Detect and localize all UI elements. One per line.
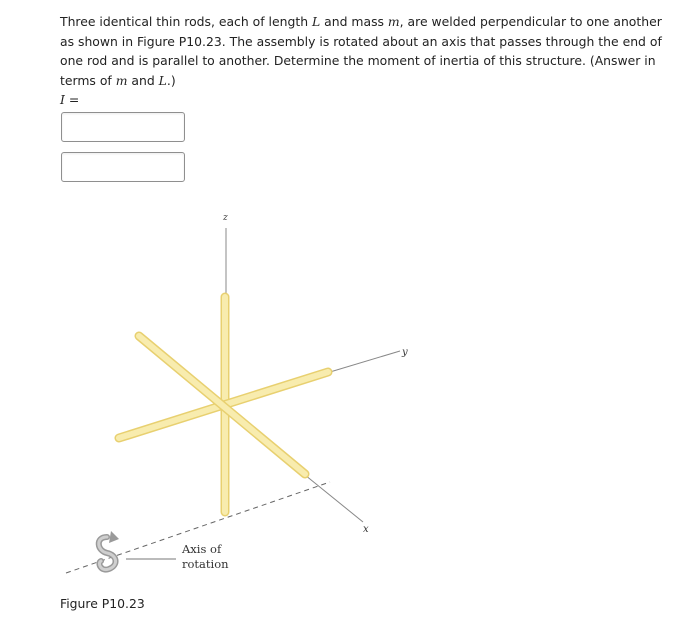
rods [119,297,328,512]
axis-label-y: y [402,347,408,358]
rotation-label-line1: Axis of [182,542,222,556]
axis-label-x: x [363,524,369,535]
figure-caption: Figure P10.23 [60,596,145,611]
rotation-label-line2: rotation [182,557,229,571]
y-axis-line [330,351,400,372]
question-text: Three identical thin rods, each of length L and mass m, are welded perpendicular to one another as shown in Figure P10.23. The assembly is rotated about an axis that passes through the end of one rod and is parallel to another. Determine the moment of inertia of this structure. (Answer in terms of m and L.) [60,14,662,88]
rotation-arrow-icon [99,531,119,570]
axis-label-z: z [223,213,228,223]
x-axis-line [305,475,363,522]
answer-label: I = [60,92,80,107]
